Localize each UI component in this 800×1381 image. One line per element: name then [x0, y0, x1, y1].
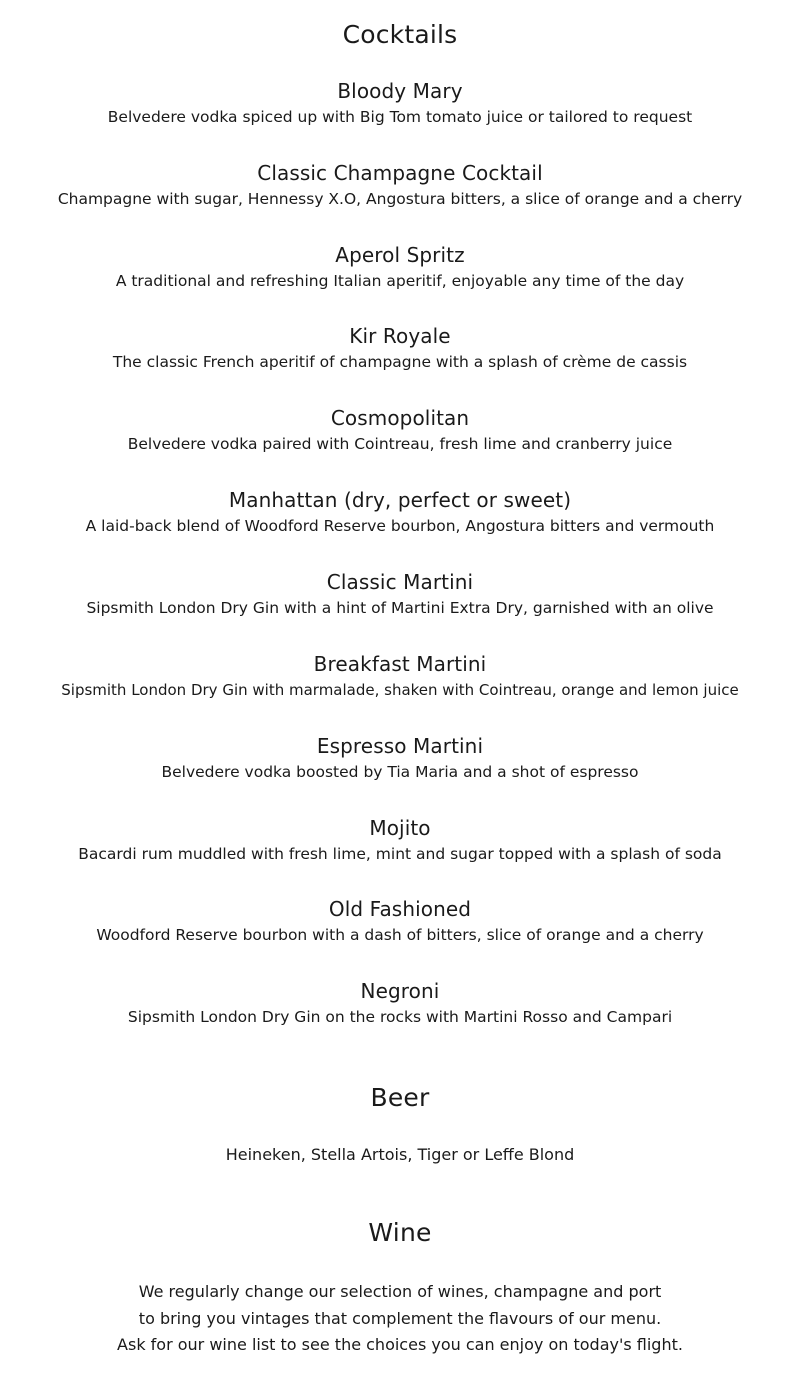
cocktail-description: Belvedere vodka spiced up with Big Tom tomato juice or tailored to request [107, 108, 693, 126]
cocktail-name: Bloody Mary [337, 79, 463, 103]
cocktail-name: Classic Champagne Cocktail [257, 161, 543, 185]
cocktail-name: Mojito [369, 816, 431, 840]
cocktail-item [0, 242, 800, 292]
cocktail-item [0, 733, 800, 783]
wine-line: to bring you vintages that complement the flavours of our menu. [138, 1308, 662, 1328]
cocktails-heading: Cocktails [342, 20, 458, 49]
wine-heading: Wine [368, 1218, 432, 1247]
cocktail-description: Sipsmith London Dry Gin with marmalade, shaken with Cointreau, orange and lemon juice [61, 681, 739, 699]
cocktail-description: Belvedere vodka boosted by Tia Maria and a shot of espresso [161, 763, 639, 781]
cocktail-description: A traditional and refreshing Italian aperitif, enjoyable any time of the day [115, 272, 685, 290]
wine-description [0, 1279, 800, 1359]
cocktail-name: Kir Royale [349, 324, 451, 348]
cocktail-name: Breakfast Martini [313, 652, 487, 676]
cocktail-item [0, 323, 800, 373]
cocktail-name: Espresso Martini [316, 734, 484, 758]
cocktail-item [0, 569, 800, 619]
cocktail-name: Manhattan (dry, perfect or sweet) [228, 488, 572, 512]
cocktail-item [0, 896, 800, 946]
cocktail-description: Bacardi rum muddled with fresh lime, mint and sugar topped with a splash of soda [78, 845, 722, 863]
wine-line: We regularly change our selection of wines, champagne and port [138, 1282, 662, 1301]
cocktail-description: Belvedere vodka paired with Cointreau, fresh lime and cranberry juice [127, 435, 673, 453]
cocktail-item [0, 405, 800, 455]
cocktail-name: Aperol Spritz [335, 243, 465, 267]
cocktail-item [0, 487, 800, 537]
cocktail-name: Cosmopolitan [330, 406, 470, 430]
beer-list: Heineken, Stella Artois, Tiger or Leffe Blond [225, 1145, 575, 1164]
cocktail-description: A laid-back blend of Woodford Reserve bourbon, Angostura bitters and vermouth [85, 517, 715, 535]
cocktail-description: Sipsmith London Dry Gin with a hint of Martini Extra Dry, garnished with an olive [86, 599, 714, 617]
cocktail-item [0, 978, 800, 1028]
cocktail-item [0, 815, 800, 865]
cocktail-name: Classic Martini [326, 570, 474, 594]
cocktail-description: The classic French aperitif of champagne with a splash of crème de cassis [112, 353, 688, 371]
cocktail-description: Champagne with sugar, Hennessy X.O, Angostura bitters, a slice of orange and a cherry [57, 190, 743, 208]
cocktail-item [0, 78, 800, 128]
cocktail-item [0, 651, 800, 701]
cocktail-item [0, 160, 800, 210]
cocktail-description: Woodford Reserve bourbon with a dash of bitters, slice of orange and a cherry [96, 926, 704, 944]
cocktail-name: Negroni [360, 979, 440, 1003]
beer-heading: Beer [370, 1083, 430, 1112]
cocktail-name: Old Fashioned [328, 897, 472, 921]
wine-line: Ask for our wine list to see the choices you can enjoy on today's flight. [117, 1335, 683, 1354]
cocktail-description: Sipsmith London Dry Gin on the rocks with Martini Rosso and Campari [127, 1008, 673, 1026]
